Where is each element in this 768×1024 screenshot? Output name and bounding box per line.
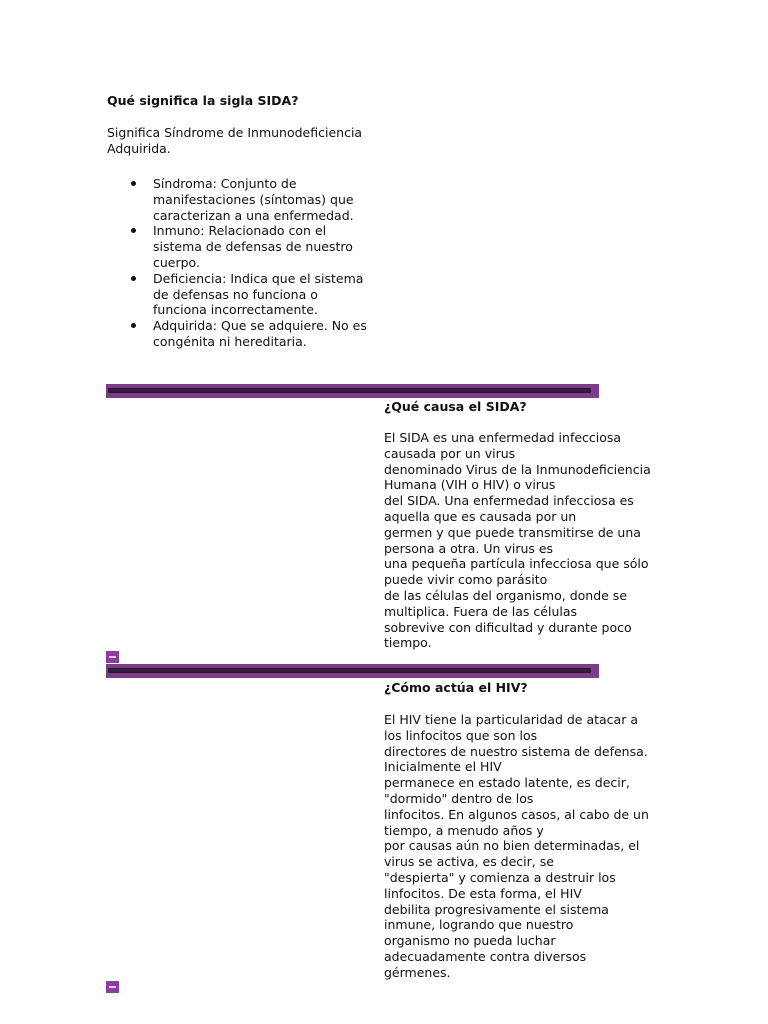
paragraph-line: linfocitos. De esta forma, el HIV [384, 885, 582, 901]
paragraph-line: los linfocitos que son los [384, 727, 538, 743]
section-divider [106, 384, 599, 398]
list-item-line: de defensas no funciona o [153, 286, 318, 302]
list-item-line: congénita ni hereditaria. [153, 333, 307, 349]
list-item-line: cuerpo. [153, 254, 200, 270]
cause-paragraph [384, 430, 651, 651]
paragraph-line: de las células del organismo, donde se [384, 587, 628, 603]
paragraph-line: "dormido" dentro de los [384, 790, 534, 806]
paragraph-line: por causas aún no bien determinadas, el [384, 838, 640, 854]
section-title-what-means: Qué significa la sigla SIDA? [107, 93, 299, 108]
list-item-line: caracterizan a una enfermedad. [153, 207, 354, 223]
paragraph-line: tiempo, a menudo años y [384, 822, 544, 838]
paragraph-line: El SIDA es una enfermedad infecciosa [384, 430, 622, 445]
list-item-line: Adquirida: Que se adquiere. No es [153, 318, 367, 334]
list-item-line: Deficiencia: Indica que el sistema [153, 270, 364, 286]
paragraph-line: virus se activa, es decir, se [384, 854, 554, 870]
list-item-sindrome [107, 176, 367, 223]
paragraph-line: Humana (VIH o HIV) o virus [384, 477, 556, 493]
paragraph-line: sobrevive con dificultad y durante poco [384, 619, 632, 635]
paragraph-line: puede vivir como parásito [384, 572, 548, 588]
paragraph-line: adecuadamente contra diversos [384, 948, 587, 964]
section-title-how-acts: ¿Cómo actúa el HIV? [384, 680, 528, 695]
paragraph-line: "despierta" y comienza a destruir los [384, 869, 616, 885]
paragraph-line: directores de nuestro sistema de defensa. [384, 743, 648, 759]
list-item-line: manifestaciones (síntomas) que [153, 191, 354, 207]
paragraph-line: denominado Virus de la Inmunodeficiencia [384, 461, 651, 477]
paragraph-line: gérmenes. [384, 964, 451, 980]
paragraph-line: El HIV tiene la particularidad de atacar a [384, 712, 638, 727]
intro-line: Significa Síndrome de Inmunodeficiencia [107, 125, 363, 140]
paragraph-line: germen y que puede transmitirse de una [384, 524, 641, 540]
paragraph-line: Inicialmente el HIV [384, 759, 502, 775]
paragraph-line: aquella que es causada por un [384, 508, 577, 524]
back-to-top-icon[interactable] [106, 981, 119, 993]
intro-paragraph [107, 125, 362, 157]
paragraph-line: permanece en estado latente, es decir, [384, 775, 630, 791]
list-item-line: Síndroma: Conjunto de [153, 176, 297, 191]
paragraph-line: persona a otra. Un virus es [384, 540, 554, 556]
paragraph-line: debilita progresivamente el sistema [384, 901, 609, 917]
list-item-inmuno [107, 223, 367, 270]
paragraph-line: multiplica. Fuera de las células [384, 603, 578, 619]
how-acts-paragraph [384, 712, 649, 981]
list-item-line: Inmuno: Relacionado con el [153, 223, 327, 239]
list-item-line: funciona incorrectamente. [153, 302, 318, 318]
section-divider [106, 664, 599, 678]
back-to-top-icon[interactable] [106, 651, 119, 663]
paragraph-line: organismo no pueda luchar [384, 933, 556, 949]
list-item-adquirida [107, 318, 367, 350]
paragraph-line: del SIDA. Una enfermedad infecciosa es [384, 493, 634, 509]
paragraph-line: una pequeña partícula infecciosa que sólo [384, 556, 649, 572]
paragraph-line: tiempo. [384, 635, 432, 651]
list-item-deficiencia [107, 271, 367, 318]
paragraph-line: linfocitos. En algunos casos, al cabo de un [384, 806, 649, 822]
list-item-line: sistema de defensas de nuestro [153, 239, 353, 255]
intro-line: Adquirida. [107, 140, 171, 156]
paragraph-line: inmune, logrando que nuestro [384, 917, 574, 933]
definitions-list [107, 176, 367, 350]
section-title-cause: ¿Qué causa el SIDA? [384, 399, 527, 414]
paragraph-line: causada por un virus [384, 445, 516, 461]
